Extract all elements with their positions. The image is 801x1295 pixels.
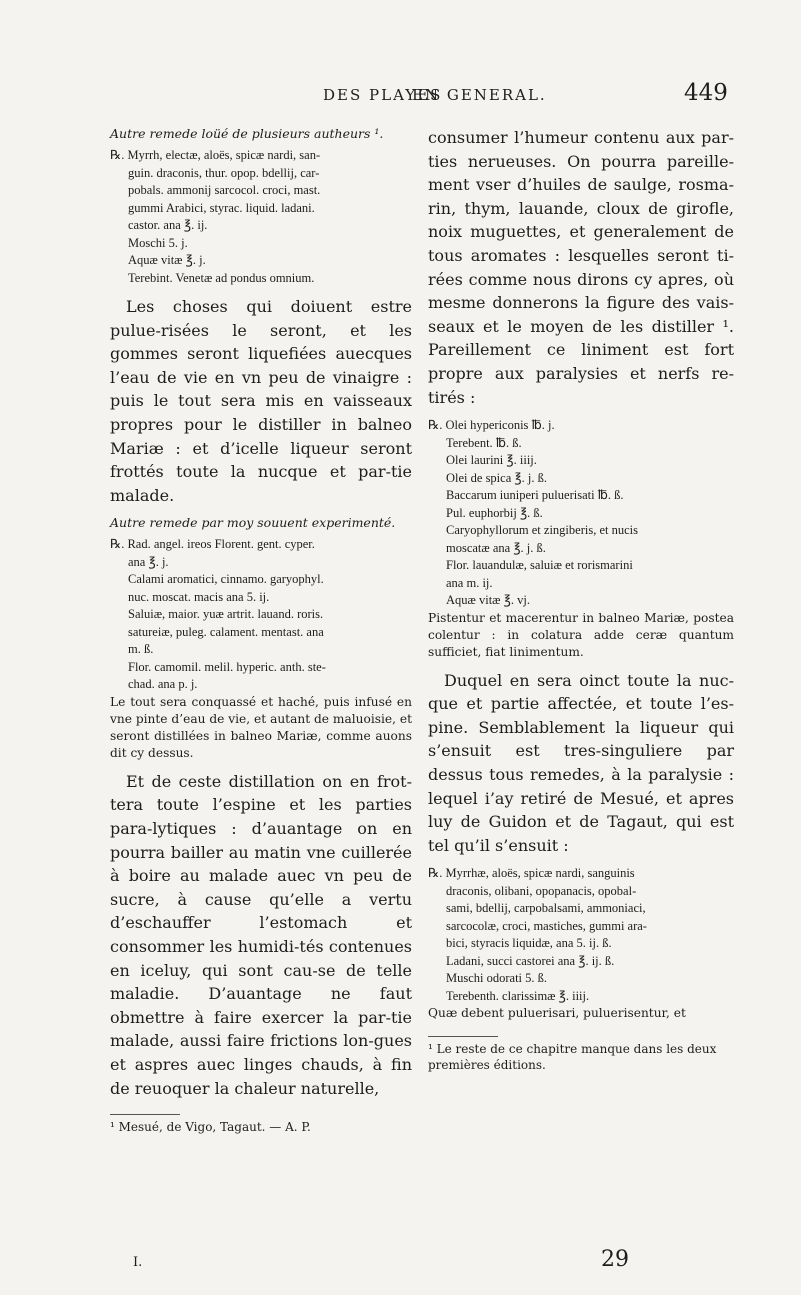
recipe-4: [428, 865, 734, 1022]
recipe-line: Moschi 5. j.: [128, 235, 188, 250]
recipe-line: Caryophyllorum et zingiberis, et nucis: [446, 523, 638, 538]
recipe-1-lines: [110, 147, 412, 287]
recipe-line: Terebint. Venetæ ad pondus omnium.: [128, 270, 315, 285]
recipe-line: castor. ana ℥. ij.: [128, 218, 208, 232]
recipe-line: ℞. Myrrhæ, aloës, spicæ nardi, sanguinis: [428, 866, 635, 881]
signature-mark: I.: [133, 1255, 143, 1270]
running-head: [0, 82, 801, 118]
recipe-line: ana ℥. j.: [128, 554, 169, 569]
running-head-left: DES PLAYES: [323, 86, 443, 104]
recipe-line: Pul. euphorbij ℥. ß.: [446, 505, 543, 520]
footnote-rule: [428, 1036, 498, 1037]
paragraph: Les choses qui doiuent estre pulue-risées le seront, et les gommes seront liquefiées auecques l’eau de vie en vn peu de vinaigre : puis le tout sera mis en vaisseaux propres pour le distiller in balneo Mariæ : et d’icelle liqueur seront frottés toute la nucque et par-tie malade.: [110, 297, 412, 505]
recipe-line: Terebenth. clarissimæ ℥. iiij.: [446, 988, 590, 1003]
recipe-2-instructions: Le tout sera conquassé et haché, puis infusé en vne pinte d’eau de vie, et autant de maluoisie, et seront distillées in balneo Mariæ, comme auons dit cy dessus.: [110, 694, 412, 760]
recipe-1-title: Autre remede loüé de plusieurs autheurs ¹.: [110, 126, 384, 141]
recipe-line: Olei de spica ℥. j. ß.: [446, 470, 547, 485]
right-column: [428, 126, 734, 1073]
recipe-line: Aquæ vitæ ℥. j.: [128, 253, 206, 267]
recipe-3-instructions: Pistentur et macerentur in balneo Mariæ, postea colentur : in colatura adde ceræ quantum sufficiet, fiat linimentum.: [428, 610, 734, 659]
recipe-3: [428, 417, 734, 661]
recipe-line: Ladani, succi castorei ana ℥. ij. ß.: [446, 953, 615, 968]
recipe-line: ℞. Olei hypericonis ℔. j.: [428, 418, 555, 433]
folio-number: 29: [601, 1247, 629, 1272]
recipe-line: ℞. Rad. angel. ireos Florent. gent. cyper.: [110, 537, 315, 552]
recipe-line: Olei laurini ℥. iiij.: [446, 453, 537, 468]
recipe-2-lines: [110, 536, 412, 694]
page-number: 449: [684, 80, 728, 106]
recipe-line: ana m. ij.: [446, 575, 493, 590]
recipe-line: satureiæ, puleg. calament. mentast. ana: [128, 624, 324, 639]
recipe-line: Baccarum iuniperi puluerisati ℔. ß.: [446, 488, 624, 503]
recipe-3-lines: [428, 417, 734, 610]
recipe-line: gummi Arabici, styrac. liquid. ladani.: [128, 200, 315, 215]
left-column: [110, 126, 412, 1135]
recipe-line: Terebent. ℔. ß.: [446, 435, 522, 450]
recipe-line: bici, styracis liquidæ, ana 5. ij. ß.: [446, 936, 612, 951]
recipe-line: Flor. lauandulæ, saluiæ et rorismarini: [446, 558, 633, 573]
recipe-line: sarcocolæ, croci, mastiches, gummi ara-: [446, 918, 647, 933]
running-head-right: EN GENERAL.: [412, 86, 547, 104]
recipe-4-instructions: Quæ debent puluerisari, puluerisentur, et: [428, 1006, 686, 1021]
recipe-line: m. ß.: [128, 642, 154, 657]
recipe-line: sami, bdellij, carpobalsami, ammoniaci,: [446, 901, 646, 916]
recipe-line: guin. draconis, thur. opop. bdellij, car-: [128, 165, 320, 180]
recipe-2: [110, 515, 412, 762]
recipe-line: ℞. Myrrh, electæ, aloës, spicæ nardi, san-: [110, 148, 321, 162]
paragraph: consumer l’humeur contenu aux par-ties nerueuses. On pourra pareille-ment vser d’huiles de saulge, rosma-rin, thym, lauande, cloux de girofle, noix muguettes, et generalement de tous aromates : lesquelles seront ti-rées comme nous dirons cy apres, où mesme donnerons la figure des vais-seaux et le moyen de les distiller ¹. Pareillement ce liniment est fort propre aux paralysies et nerfs re-tirés :: [428, 128, 734, 407]
recipe-1: [110, 126, 412, 287]
paragraph: Et de ceste distillation on en frot-tera toute l’espine et les parties para-lytiques : d’auantage on en pourra bailler au matin vne cuillerée à boire au malade auec vn peu de sucre, à cause qu’elle a vertu d’eschauffer l’estomach et consommer les humidi-tés contenues en iceluy, qui sont cau-se de telle maladie. D’auantage ne faut obmettre à faire exercer la par-tie malade, aussi faire frictions lon-gues et aspres auec linges chauds, à fin de reuoquer la chaleur naturelle,: [110, 771, 412, 1098]
recipe-2-title: Autre remede par moy souuent experimenté.: [110, 515, 396, 531]
recipe-line: Saluiæ, maior. yuæ artrit. lauand. roris.: [128, 607, 324, 622]
paragraph: Duquel en sera oinct toute la nuc-que et partie affectée, et toute l’es-pine. Semblablement la liqueur qui s’ensuit est tres-singuliere par dessus tous remedes, à la paralysie : lequel i’ay retiré de Mesué, et apres luy de Guidon et de Tagaut, qui est tel qu’il s’ensuit :: [428, 670, 734, 855]
recipe-line: Aquæ vitæ ℥. vj.: [446, 593, 530, 608]
recipe-line: nuc. moscat. macis ana 5. ij.: [128, 589, 270, 604]
recipe-line: pobals. ammonij sarcocol. croci, mast.: [128, 183, 321, 197]
recipe-line: chad. ana p. j.: [128, 677, 198, 692]
footnote: ¹ Le reste de ce chapitre manque dans les deux premières éditions.: [428, 1042, 717, 1073]
recipe-4-lines: [428, 865, 734, 1005]
recipe-line: Flor. camomil. melil. hyperic. anth. ste-: [128, 659, 326, 674]
recipe-line: draconis, olibani, opopanacis, opobal-: [446, 883, 637, 898]
footnote-rule: [110, 1114, 180, 1115]
recipe-line: Muschi odorati 5. ß.: [446, 971, 548, 986]
recipe-line: moscatæ ana ℥. j. ß.: [446, 540, 546, 555]
recipe-line: Calami aromatici, cinnamo. garyophyl.: [128, 572, 324, 587]
footnote: ¹ Mesué, de Vigo, Tagaut. — A. P.: [110, 1120, 311, 1135]
